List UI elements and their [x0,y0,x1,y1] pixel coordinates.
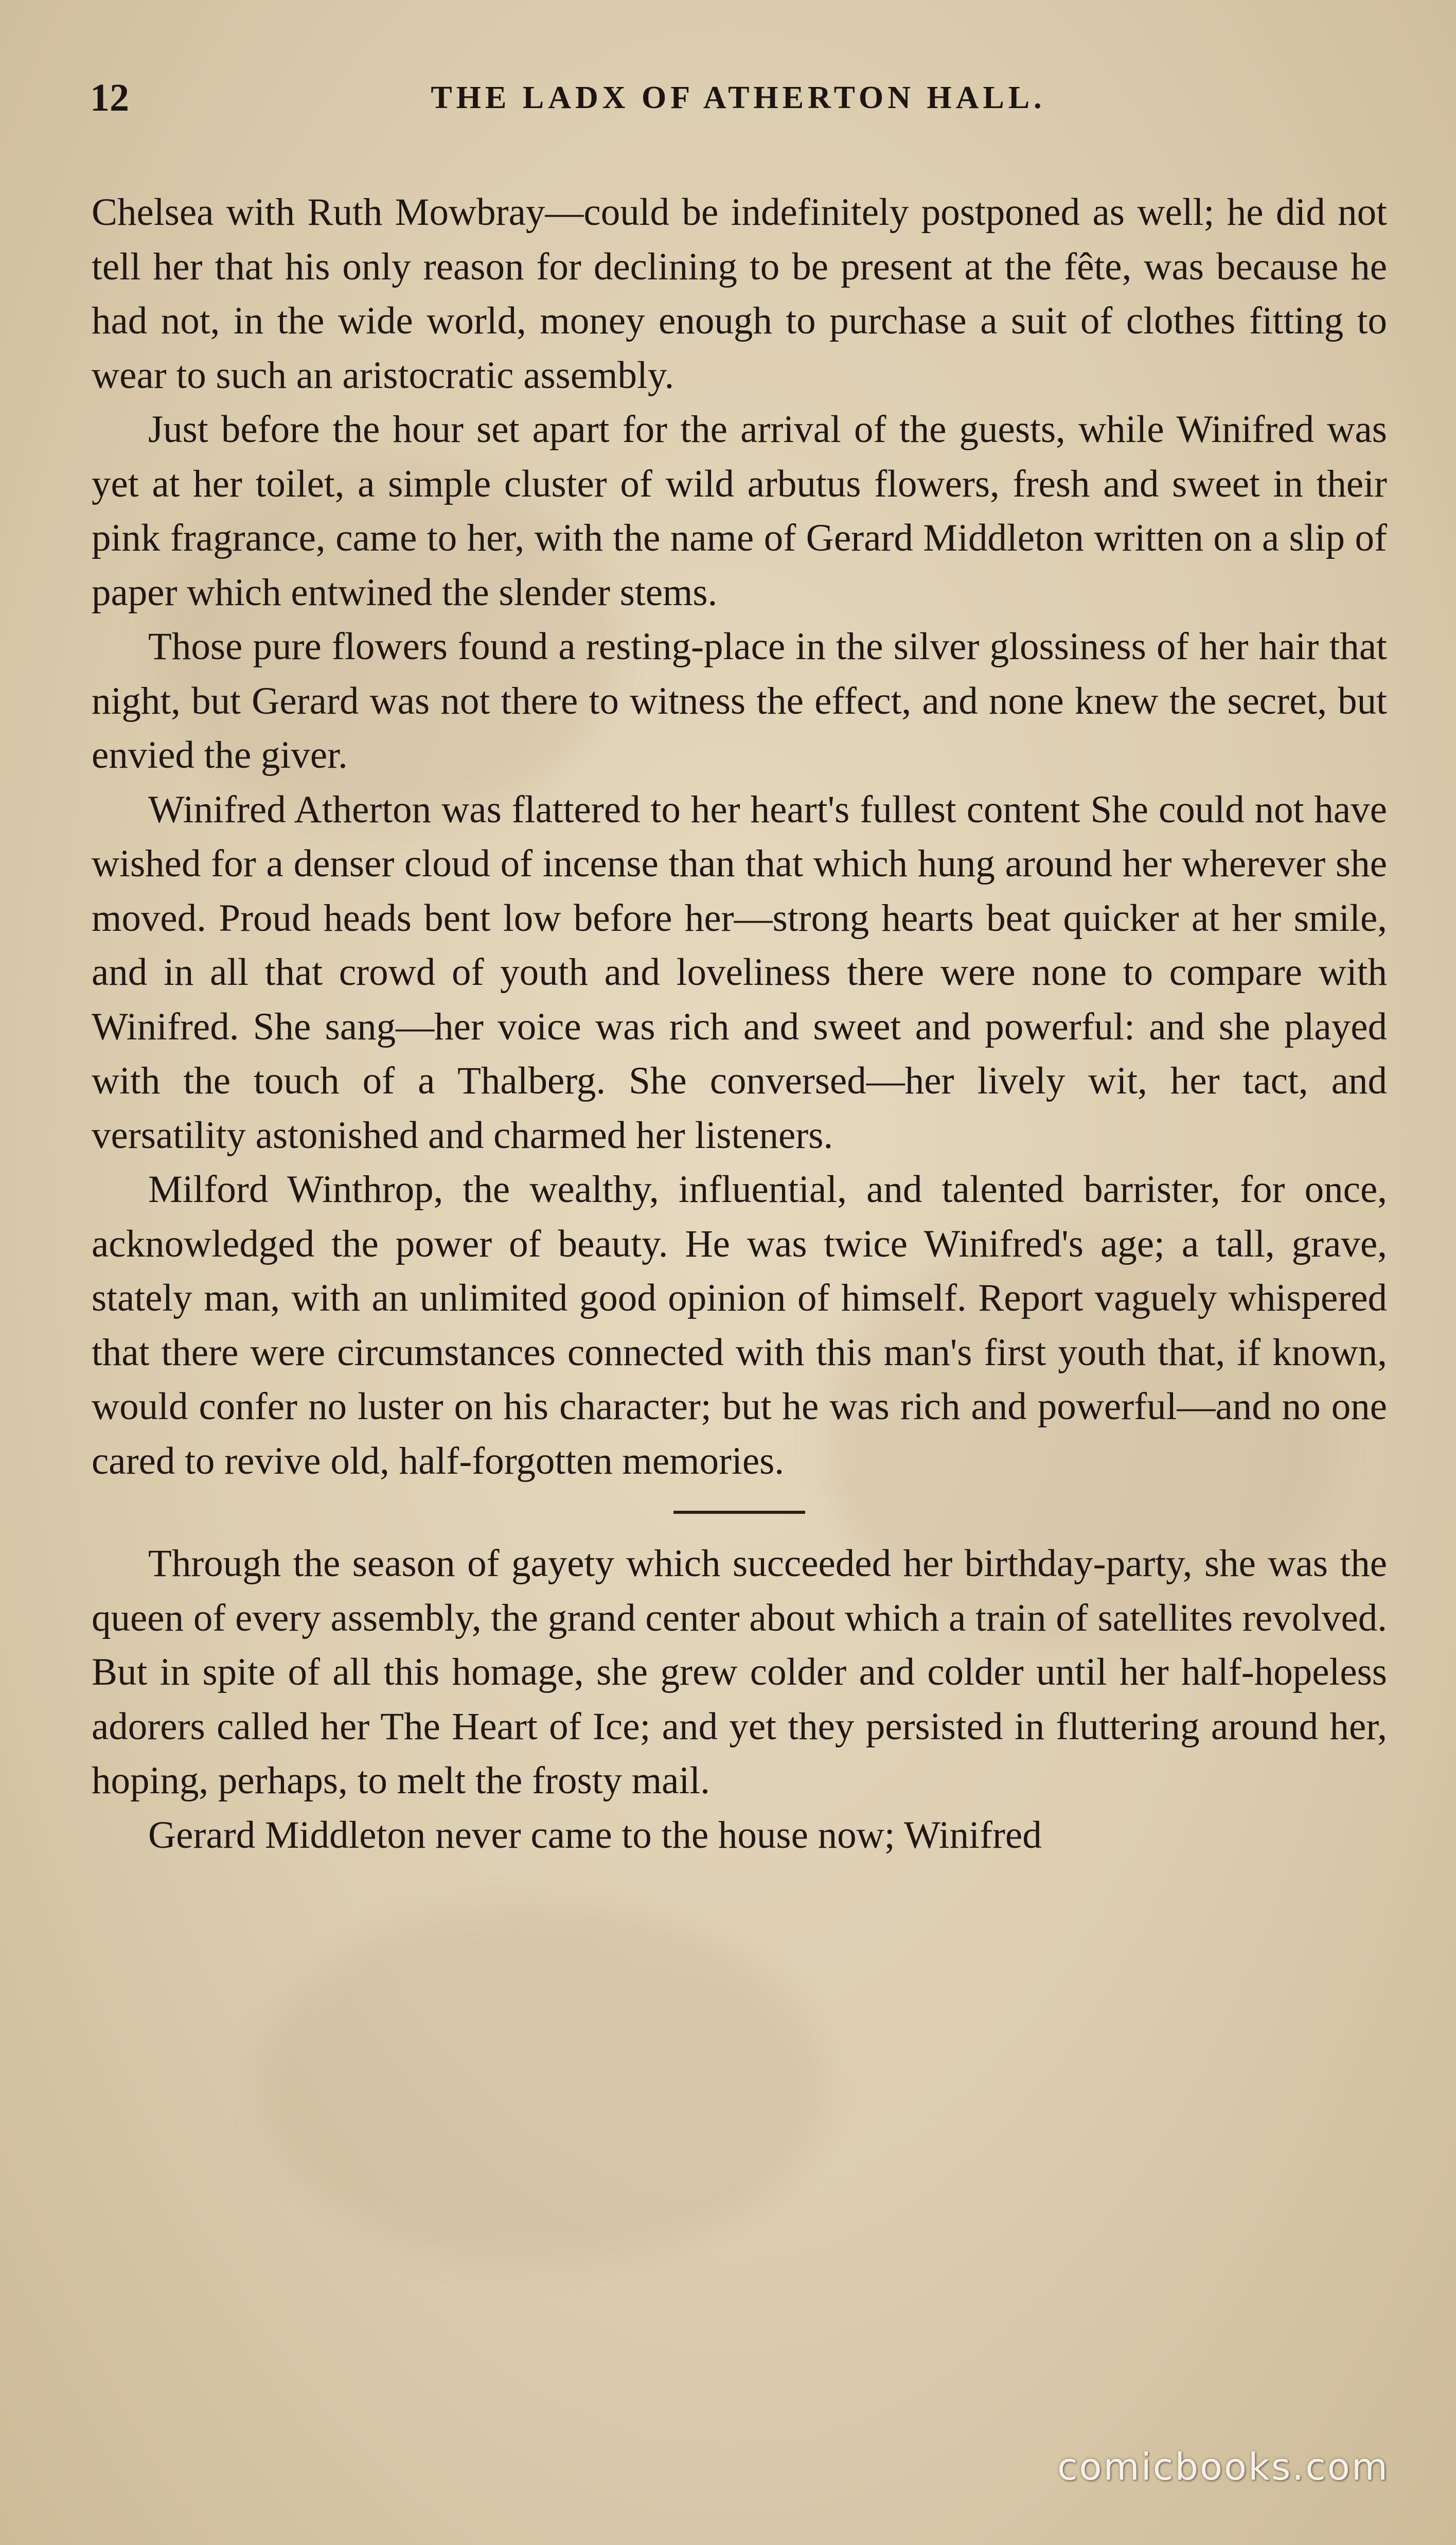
watermark: comicbooks.com [1057,2445,1389,2488]
page-number: 12 [90,76,129,119]
running-head: THE LADX OF ATHERTON HALL. [431,80,1046,115]
paper-stain [257,1904,823,2264]
paragraph: Those pure flowers found a resting-place in the silver glossiness of her hair that night, but Gerard was not there to witness the effect, and none knew the secret, but envied the giver. [92,625,1387,776]
paragraph: Chelsea with Ruth Mowbray—could be indefinitely postponed as well; he did not tell her that his only reason for declining to be present at the fête, was because he had not, in the wide world, money enough to purchase a suit of clothes fitting to wear to such an aristocratic assembly. [92,191,1387,397]
section-divider [673,1511,805,1514]
paragraph: Just before the hour set apart for the arrival of the guests, while Winifred was yet at her toilet, a simple cluster of wild arbutus flowers, fresh and sweet in their pink fragrance, came to her, with the name of Gerard Middleton written on a slip of paper which entwined the slender stems. [92,408,1387,614]
paragraph: Winifred Atherton was flattered to her heart's fullest content She could not have wished for a denser cloud of incense than that which hung around her wherever she moved. Proud heads bent low before her—strong hearts beat quicker at her smile, and in all that crowd of youth and loveliness there were none to compare with Winifred. She sang—her voice was rich and sweet and powerful: and she played with the touch of a Thalberg. She conversed—her lively wit, her tact, and versatility astonished and charmed her listeners. [92,788,1387,1157]
paragraph: Through the season of gayety which succeeded her birthday-party, she was the queen of every assembly, the grand center about which a train of satellites revolved. But in spite of all this homage, she grew colder and colder until her half-hopeless adorers called her The Heart of Ice; and yet they persisted in fluttering around her, hoping, perhaps, to melt the frosty mail. [92,1542,1387,1802]
paragraph: Milford Winthrop, the wealthy, influential, and talented barrister, for once, acknowledged the power of beauty. He was twice Winifred's age; a tall, grave, stately man, with an unlimited good opinion of himself. Report vaguely whispered that there were circumstances connected with this man's first youth that, if known, would confer no luster on his character; but he was rich and powerful—and no one cared to revive old, half-forgotten memories. [92,1168,1387,1482]
page-header [90,69,1387,126]
body-text [92,185,1387,1862]
paragraph: Gerard Middleton never came to the house now; Winifred [148,1813,1042,1857]
